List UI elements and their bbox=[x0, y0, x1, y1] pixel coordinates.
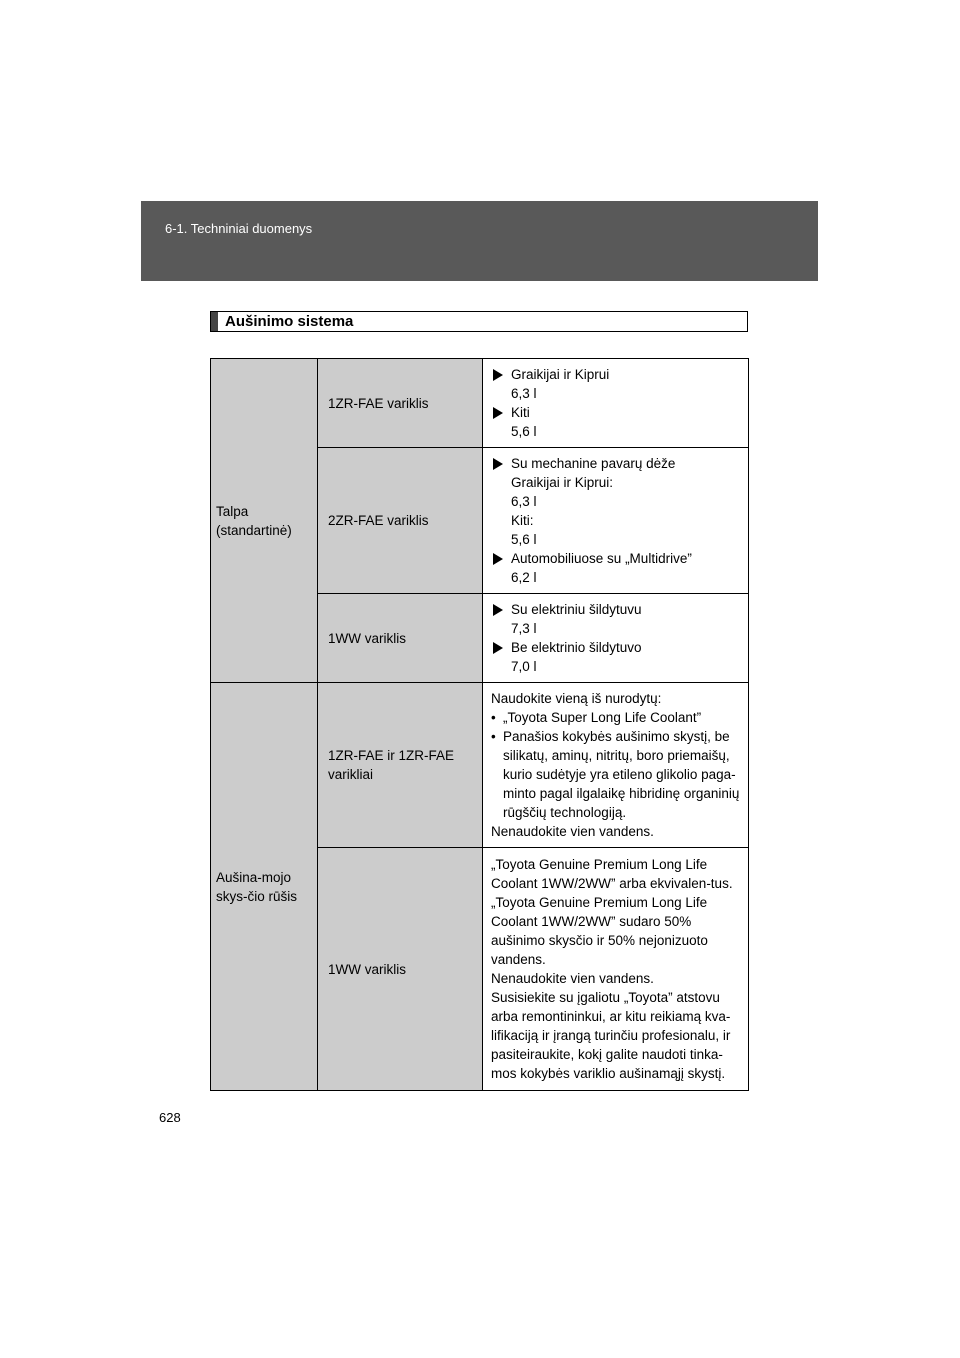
list-item: • Panašios kokybės aušinimo skystį, be silikatų, aminų, nitritų, boro priemaišų, kurio sudėtyje yra etileno glikolio paga-minto pagal ilgalaikę hibridinę organinių rūgščių technologiją. bbox=[491, 729, 740, 820]
coolant-text: „Toyota Genuine Premium Long Life Coolant 1WW/2WW” arba ekvivalen-tus. „Toyota Genuine Premium Long Life Coolant 1WW/2WW” sudaro 50% aušinimo skysčio ir 50% nejonizuoto vandens. bbox=[491, 857, 733, 967]
capacity-values bbox=[483, 359, 749, 448]
item-value: Graikijai ir Kiprui: bbox=[511, 475, 614, 490]
table-row bbox=[211, 359, 749, 448]
item-text: Su elektriniu šildytuvu bbox=[511, 602, 642, 617]
item-value: 5,6 l bbox=[511, 532, 537, 547]
item-value: 7,3 l bbox=[511, 621, 537, 636]
item-text: Automobiliuose su „Multidrive” bbox=[511, 551, 692, 566]
coolant-contact: Susisiekite su įgaliotu „Toyota” atstovu arba remontininkui, ar kitu reikiamą kva-lifikaciją ir įrangą turinčiu profesionalu, ir pasiteiraukite, kokį galite naudoti tinka-mos kokybės variklio aušinamąjį skystį. bbox=[491, 990, 731, 1081]
item-text: Be elektrinio šildytuvo bbox=[511, 640, 642, 655]
item-text: Kiti bbox=[511, 405, 530, 420]
bullet-text: Panašios kokybės aušinimo skystį, be silikatų, aminų, nitritų, boro priemaišų, kurio sudėtyje yra etileno glikolio paga-minto pagal ilgalaikę hibridinę organinių rūgščių technologiją. bbox=[503, 729, 740, 820]
page-number: 628 bbox=[159, 1110, 181, 1125]
spec-table bbox=[210, 358, 749, 1091]
capacity-label: Talpa (standartinė) bbox=[211, 359, 318, 683]
coolant-type-label: Aušina-mojo skys-čio rūšis bbox=[211, 683, 318, 1091]
list-item bbox=[491, 600, 744, 619]
table-row bbox=[211, 683, 749, 848]
triangle-bullet-icon bbox=[493, 458, 503, 470]
coolant-note: Nenaudokite vien vandens. bbox=[491, 824, 654, 839]
list-item: • „Toyota Super Long Life Coolant” bbox=[491, 710, 702, 725]
coolant-spec bbox=[483, 683, 749, 848]
triangle-bullet-icon bbox=[493, 553, 503, 565]
list-item bbox=[491, 549, 744, 568]
engine-label: 1WW variklis bbox=[318, 848, 483, 1091]
item-value: 6,3 l bbox=[511, 494, 537, 509]
triangle-bullet-icon bbox=[493, 642, 503, 654]
coolant-note: Nenaudokite vien vandens. bbox=[491, 971, 654, 986]
bullet-text: „Toyota Super Long Life Coolant” bbox=[503, 710, 702, 725]
title-marker bbox=[211, 312, 218, 331]
engine-label: 2ZR-FAE variklis bbox=[318, 448, 483, 594]
header-band bbox=[141, 201, 818, 281]
item-text: Su mechanine pavarų dėže bbox=[511, 456, 676, 471]
item-text: Graikijai ir Kiprui bbox=[511, 367, 610, 382]
capacity-values bbox=[483, 594, 749, 683]
section-header: 6-1. Techniniai duomenys bbox=[165, 221, 313, 236]
engine-label: 1ZR-FAE variklis bbox=[318, 359, 483, 448]
item-value: 5,6 l bbox=[511, 424, 537, 439]
engine-label: 1WW variklis bbox=[318, 594, 483, 683]
item-value: Kiti: bbox=[511, 513, 534, 528]
triangle-bullet-icon bbox=[493, 369, 503, 381]
list-item bbox=[491, 365, 744, 384]
item-value: 6,2 l bbox=[511, 570, 537, 585]
capacity-values bbox=[483, 448, 749, 594]
list-item bbox=[491, 403, 744, 422]
coolant-spec bbox=[483, 848, 749, 1091]
triangle-bullet-icon bbox=[493, 407, 503, 419]
triangle-bullet-icon bbox=[493, 604, 503, 616]
section-title-box bbox=[210, 311, 748, 332]
item-value: 6,3 l bbox=[511, 386, 537, 401]
item-value: 7,0 l bbox=[511, 659, 537, 674]
engine-label: 1ZR-FAE ir 1ZR-FAE varikliai bbox=[318, 683, 483, 848]
section-title: Aušinimo sistema bbox=[225, 313, 354, 330]
list-item bbox=[491, 638, 744, 657]
list-item bbox=[491, 454, 744, 473]
coolant-intro: Naudokite vieną iš nurodytų: bbox=[491, 691, 662, 706]
